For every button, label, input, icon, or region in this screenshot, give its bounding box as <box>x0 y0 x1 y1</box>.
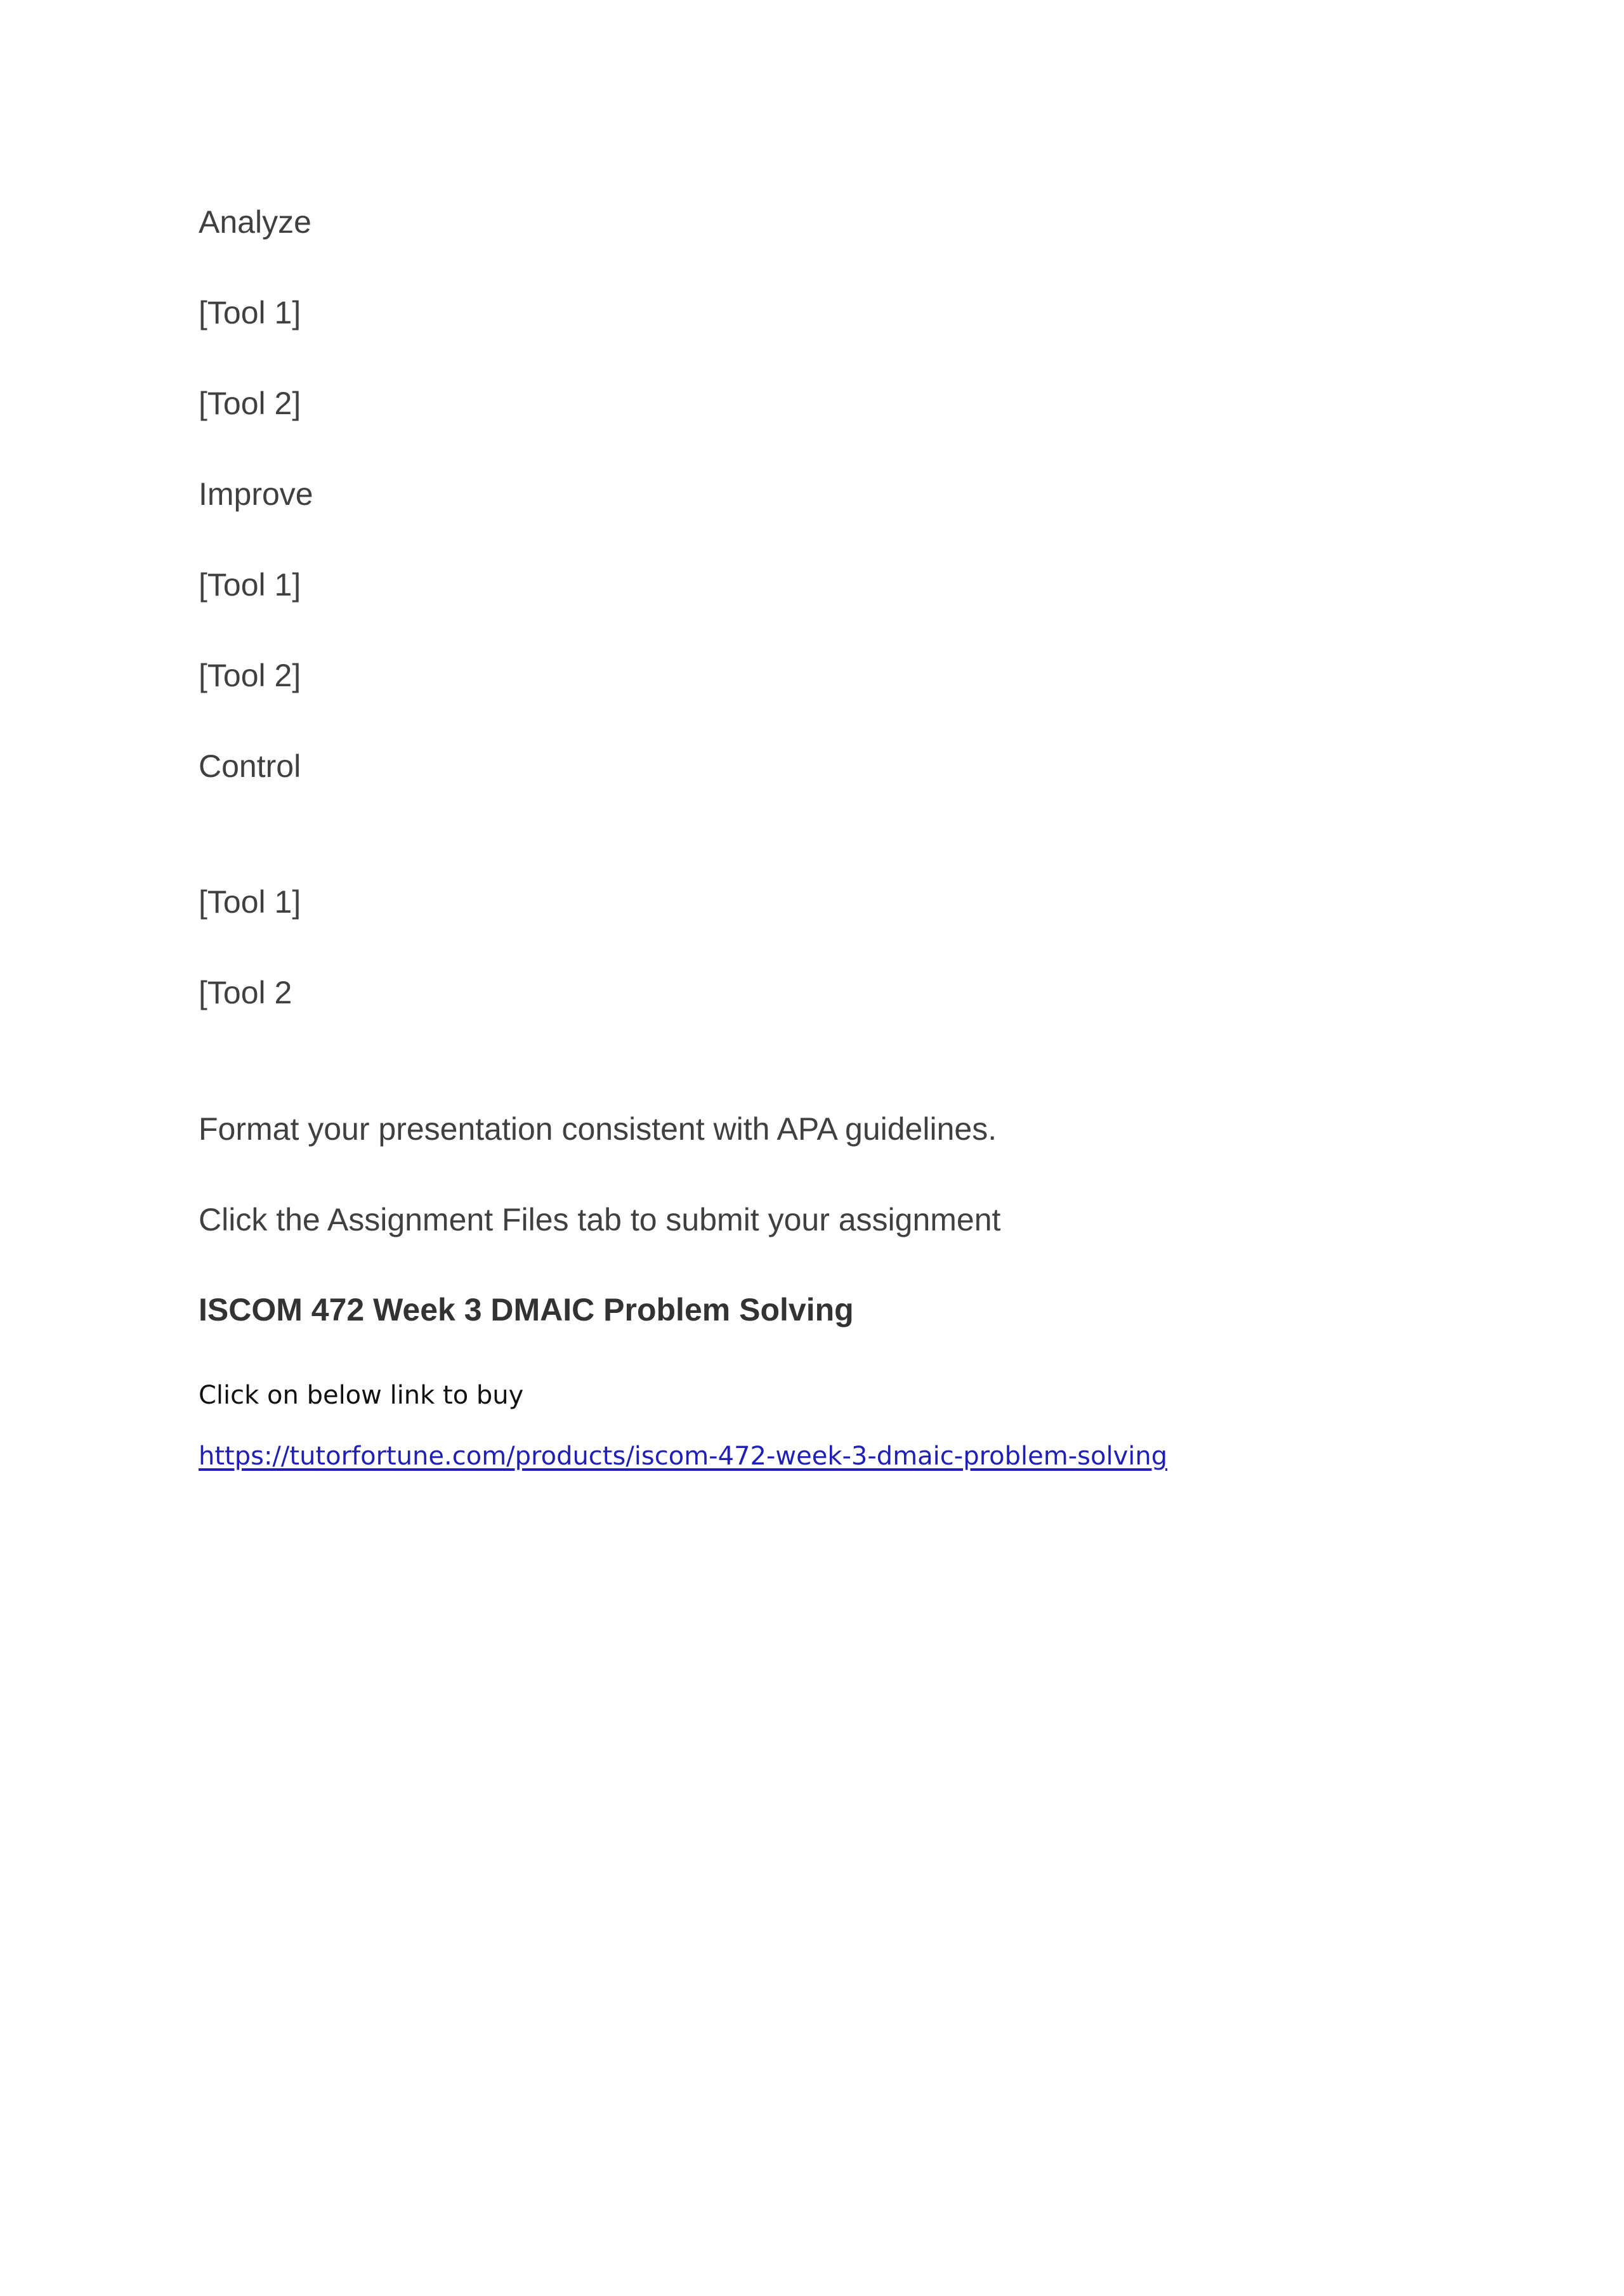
product-link[interactable]: https://tutorfortune.com/products/iscom-472-week-3-dmaic-problem-solving <box>199 1442 1168 1471</box>
control-tool-2: [Tool 2 <box>199 975 292 1010</box>
section-heading-control: Control <box>199 748 301 784</box>
improve-tool-2: [Tool 2] <box>199 658 301 693</box>
submit-instruction: Click the Assignment Files tab to submit your assignment <box>199 1202 1001 1237</box>
analyze-tool-2: [Tool 2] <box>199 386 301 421</box>
control-tool-1: [Tool 1] <box>199 884 301 920</box>
improve-tool-1: [Tool 1] <box>199 567 301 603</box>
section-heading-improve: Improve <box>199 476 313 512</box>
section-heading-analyze: Analyze <box>199 204 311 240</box>
apa-format-instruction: Format your presentation consistent with APA guidelines. <box>199 1111 997 1147</box>
buy-prompt: Click on below link to buy <box>199 1381 524 1410</box>
analyze-tool-1: [Tool 1] <box>199 295 301 330</box>
document-title: ISCOM 472 Week 3 DMAIC Problem Solving <box>199 1292 854 1327</box>
